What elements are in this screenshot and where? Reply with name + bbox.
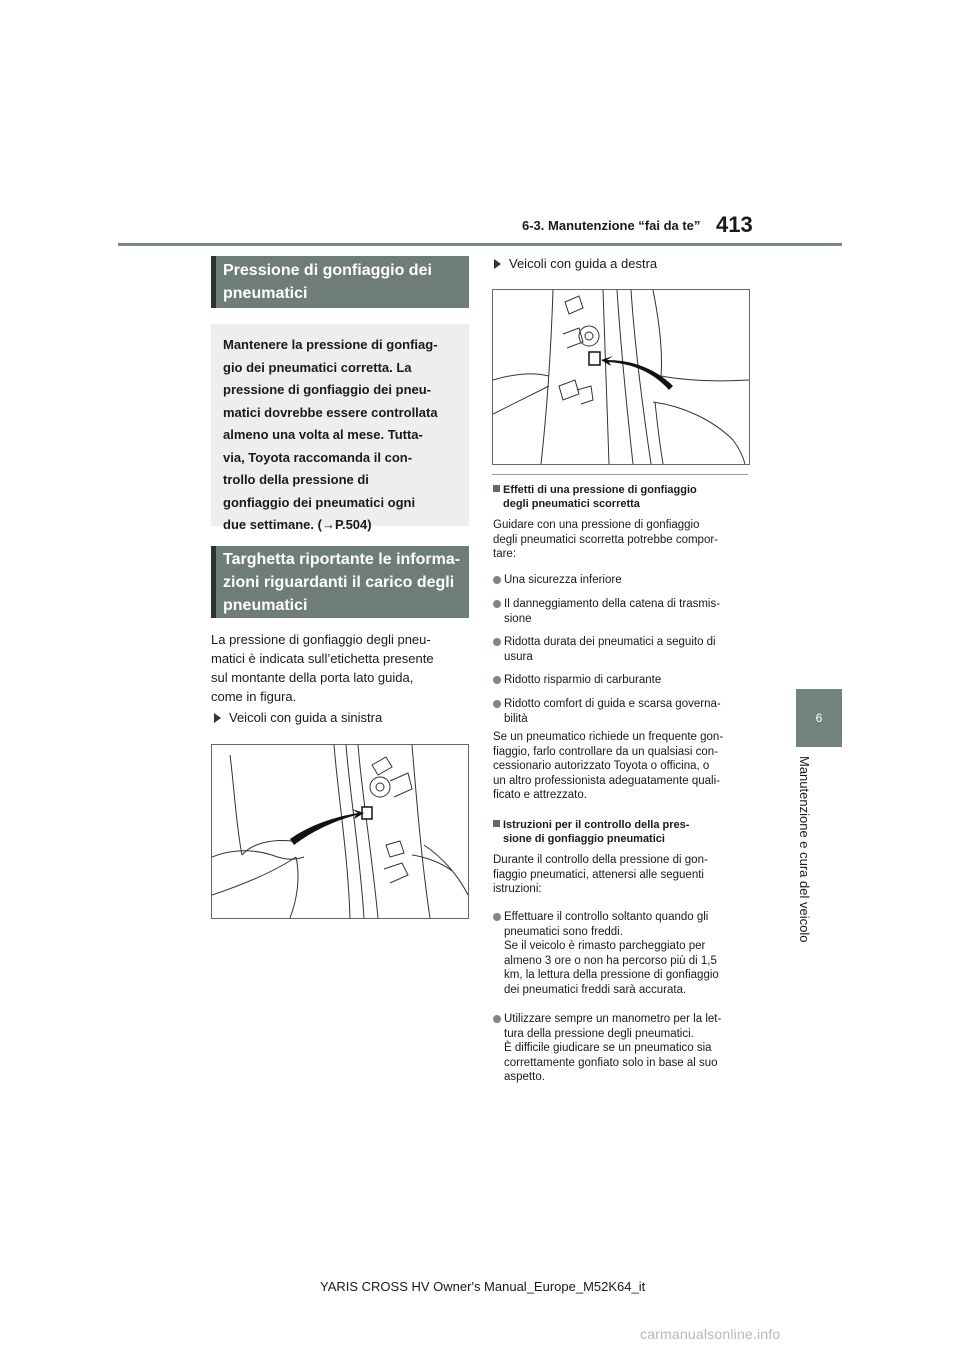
bullet-line: usura [504,650,533,663]
square-bullet-icon [493,485,500,492]
bullet-line: È difficile giudicare se un pneumatico sia [504,1042,712,1054]
instructions-intro [493,853,758,897]
bullet-line: Ridotto comfort di guida e scarsa governa- [504,698,721,710]
figure-left-hand-drive [211,744,469,919]
list-item [493,697,758,726]
bullet-line: bilità [504,712,528,725]
triangle-icon [494,259,501,269]
footer-manual-id: YARIS CROSS HV Owner's Manual_Europe_M52K64_it [320,1279,646,1294]
bullet-line: correttamente gonfiato solo in base al suo [504,1056,718,1069]
bullet-line: aspetto. [504,1071,545,1083]
bullet-dot-icon [493,913,501,921]
bullet-line: dei pneumatici freddi sarà accurata. [504,983,687,996]
bullet-line: Se il veicolo è rimasto parcheggiato per [504,940,706,952]
list-item [493,673,758,688]
text-line: Guidare con una pressione di gonfiaggio [493,519,700,531]
heading-line: sione di gonfiaggio pneumatici [503,833,665,845]
bullet-dot-icon [493,576,501,584]
list-item [493,597,758,626]
triangle-icon [214,713,221,723]
instructions-heading [493,818,763,846]
para-line: La pressione di gonfiaggio degli pneu- [211,632,431,647]
effects-heading [493,483,763,511]
bullet-dot-icon [493,700,501,708]
text-line: degli pneumatici scorretta potrebbe compor- [493,533,719,546]
heading-line: zioni riguardanti il carico degli [223,574,455,591]
bullet-line: Ridotta durata dei pneumatici a seguito di [504,636,716,648]
vehicle-left-label [214,710,382,725]
heading-line: Istruzioni per il controllo della pres- [503,819,690,831]
para-line: come in figura. [211,689,297,704]
intro-line: matici dovrebbe essere controllata [223,404,438,420]
text-line: fiaggio, farlo controllare da un qualsiasi con- [493,745,719,758]
divider [492,474,748,475]
label-paragraph [211,630,473,706]
text-line: un altro professionista adeguatamente quali- [493,774,720,787]
text-line: istruzioni: [493,883,542,895]
intro-line: gio dei pneumatici corretta. La [223,359,412,375]
heading-line: pneumatici [223,597,308,614]
heading-line: Effetti di una pressione di gonfiaggio [503,484,697,496]
heading-line: Pressione di gonfiaggio dei [223,262,432,279]
section-title: 6-3. Manutenzione “fai da te” [522,218,701,233]
intro-box [211,324,469,532]
effects-note [493,730,758,803]
bullet-line: Effettuare il controllo soltanto quando gli [504,911,709,923]
list-item [493,910,758,997]
text-line: Se un pneumatico richiede un frequente gon- [493,731,724,743]
heading-line: pneumatici [223,285,308,302]
bullet-dot-icon [493,676,501,684]
vehicle-left-text: Veicoli con guida a sinistra [229,710,383,725]
intro-line: Mantenere la pressione di gonfiag- [223,337,438,352]
intro-line: trollo della pressione di [223,472,369,487]
list-item [493,573,758,588]
bullet-line: tura della pressione degli pneumatici. [504,1027,694,1040]
watermark: carmanualsonline.info [640,1326,781,1342]
effects-intro [493,518,758,562]
page-number: 413 [716,212,753,237]
bullet-line: Una sicurezza inferiore [504,574,622,586]
square-bullet-icon [493,820,500,827]
heading-load-label [211,546,469,618]
bullet-line: Il danneggiamento della catena di trasmis- [504,598,721,610]
door-pillar-illustration-left [212,745,468,918]
bullet-line: Ridotto risparmio di carburante [504,674,662,686]
bullet-line: Utilizzare sempre un manometro per la let- [504,1013,722,1025]
text-line: cessionario autorizzato Toyota o officina, o [493,760,710,772]
bullet-line: pneumatici sono freddi. [504,925,623,938]
heading-line: Targhetta riportante le informa- [223,551,461,568]
text-line: tare: [493,548,517,560]
bullet-dot-icon [493,1015,501,1023]
header-rule [118,243,842,246]
list-item [493,635,758,664]
text-line: ficato e attrezzato. [493,789,587,801]
bullet-dot-icon [493,600,501,608]
bullet-line: sione [504,612,532,625]
door-pillar-illustration-right [493,290,749,464]
vehicle-right-text: Veicoli con guida a destra [509,256,658,271]
heading-tire-pressure [211,256,469,308]
intro-line: almeno una volta al mese. Tutta- [223,427,423,442]
bullet-line: almeno 3 ore o non ha percorso più di 1,5 [504,954,717,967]
intro-line: due settimane. (→P.504) [223,517,372,532]
bullet-line: km, la lettura della pressione di gonfiaggio [504,969,719,981]
intro-line: gonfiaggio dei pneumatici ogni [223,494,416,510]
chapter-title-vertical: Manutenzione e cura del veicolo [797,756,812,943]
text-line: fiaggio pneumatici, attenersi alle seguenti [493,868,704,881]
list-item [493,1012,758,1085]
para-line: sul montante della porta lato guida, [211,670,414,685]
bullet-dot-icon [493,638,501,646]
intro-line: via, Toyota raccomanda il con- [223,449,413,465]
para-line: matici è indicata sull’etichetta presente [211,651,434,666]
chapter-tab: 6 [796,689,842,747]
vehicle-right-label [494,256,657,271]
figure-right-hand-drive [492,289,750,465]
heading-line: degli pneumatici scorretta [503,498,640,510]
text-line: Durante il controllo della pressione di gon- [493,854,708,866]
intro-line: pressione di gonfiaggio dei pneu- [223,382,432,397]
